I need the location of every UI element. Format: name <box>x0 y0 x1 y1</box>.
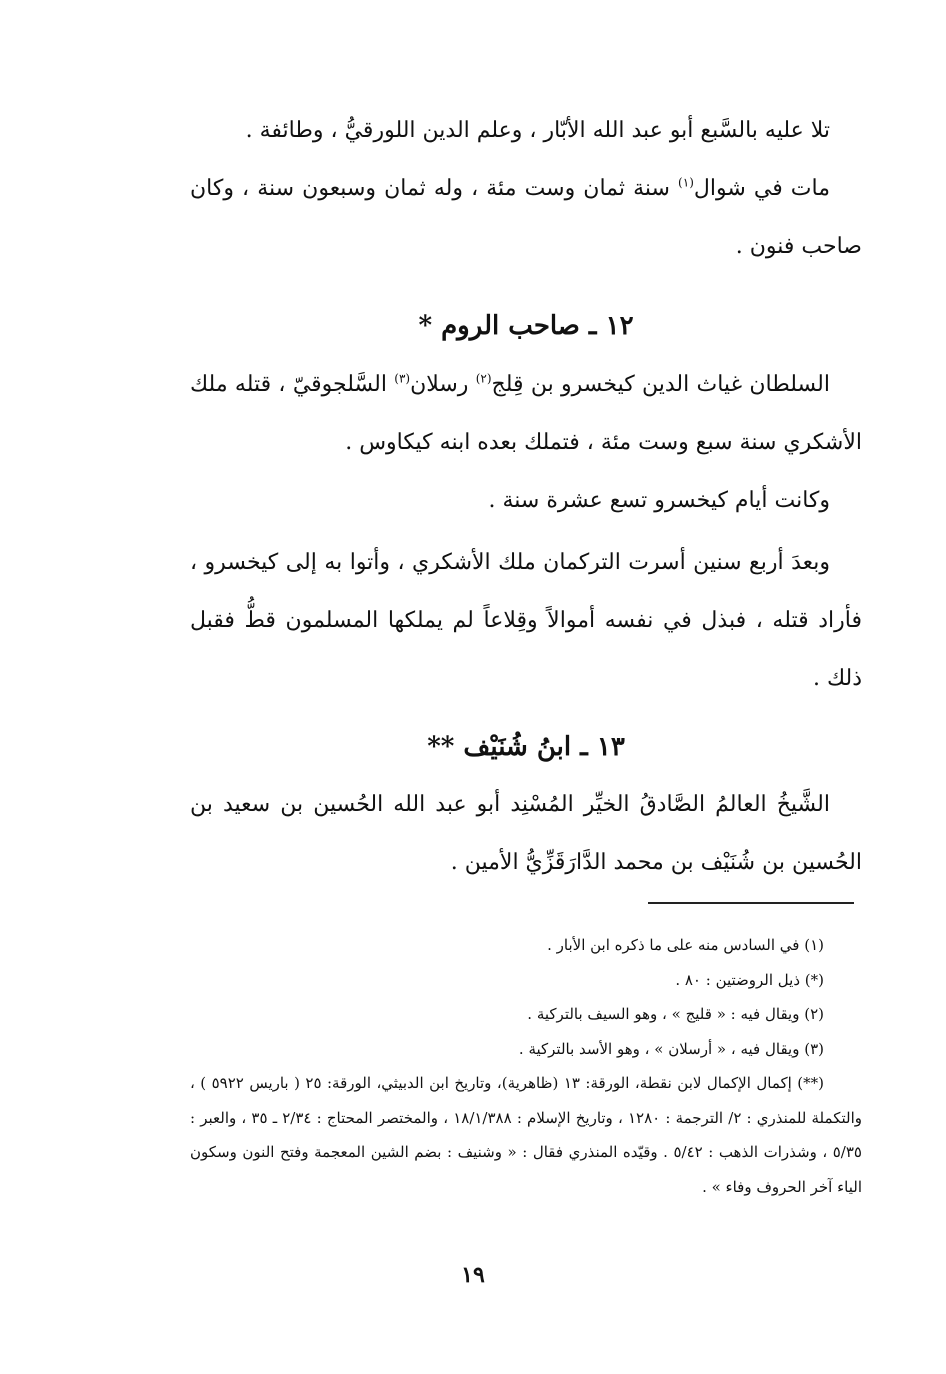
section-13-paragraph-1: الشَّيخُ العالمُ الصَّادقُ الخيِّر المُسْنِد أبو عبد الله الحُسين بن سعيد بن الحُسين بن شُنَيْف بن محمد الدَّارَقَزِّيُّ الأمين . <box>190 792 862 875</box>
section-12-body <box>190 356 862 708</box>
section-12-paragraph-2: وكانت أيام كيخسرو تسع عشرة سنة . <box>488 488 830 513</box>
footnote-ref-1: (١) <box>678 175 694 190</box>
footnotes <box>190 928 862 1204</box>
section-12-paragraph-3: وبعدَ أربع سنين أسرت التركمان ملك الأشكري ، وأتوا به إلى كيخسرو ، فأراد قتله ، فبذل في نفسه أموالاً وقِلاعاً لم يملكها المسلمون قطُّ فقبل ذلك . <box>190 550 862 691</box>
footnote-3: (٣) ويقال فيه ، « أرسلان » ، وهو الأسد بالتركية . <box>518 1039 824 1058</box>
footnote-separator <box>648 902 854 904</box>
section-12-heading: ١٢ ـ صاحب الروم * <box>418 311 634 341</box>
section-12-p1-text-c: السَّلجوقيّ ، قتله ملك الأشكري سنة سبع وست مئة ، فتملك بعده ابنه كيكاوس . <box>190 372 862 455</box>
paragraph-tala: تلا عليه بالسَّبع أبو عبد الله الأبّار ، وعلم الدين اللورقيُّ ، وطائفة . <box>245 118 830 143</box>
paragraph-death <box>190 160 862 276</box>
footnote-star: (*) ذيل الروضتين : ٨٠ . <box>675 970 824 989</box>
footnote-ref-3: (٣) <box>394 371 411 386</box>
paragraph-death-text-b: سنة ثمان وست مئة ، وله ثمان وسبعون سنة ، وكان صاحب فنون . <box>190 176 862 259</box>
footnote-double-star: (**) إكمال الإكمال لابن نقطة، الورقة: ١٣ (ظاهرية)، وتاريخ ابن الدبيثي، الورقة: ٢٥ ( باريس ٥٩٢٢ ) ، والتكملة للمنذري : ٢/ الترجمة : ١٢٨٠ ، وتاريخ الإسلام : ١٨/١/٣٨٨ ، والمختصر المحتاج : ٢/٣٤ ـ ٣٥ ، والعبر : ٥/٣٥ ، وشذرات الذهب : ٥/٤٢ . وقيّده المنذري فقال : « وشنيف : بضم الشين المعجمة وفتح النون وسكون الياء آخر الحروف وفاء » . <box>190 1074 862 1196</box>
section-13-body <box>190 776 862 892</box>
section-12-p1-text-a: السلطان غياث الدين كيخسرو بن قِلج <box>491 372 830 397</box>
section-12-p1-text-b: رسلان <box>410 372 476 397</box>
footnote-ref-2: (٢) <box>475 371 492 386</box>
footnote-2: (٢) ويقال فيه : « قليج » ، وهو السيف بالتركية . <box>527 1005 824 1023</box>
top-text-block <box>190 102 862 276</box>
section-12-paragraph-1 <box>190 356 862 472</box>
paragraph-death-text-a: مات في شوال <box>693 176 830 201</box>
page-number: ١٩ <box>461 1262 485 1288</box>
footnote-1: (١) في السادس منه على ما ذكره ابن الأبار . <box>547 936 824 954</box>
section-13-heading: ١٣ ـ ابنُ شُنَيْف ** <box>427 732 625 762</box>
